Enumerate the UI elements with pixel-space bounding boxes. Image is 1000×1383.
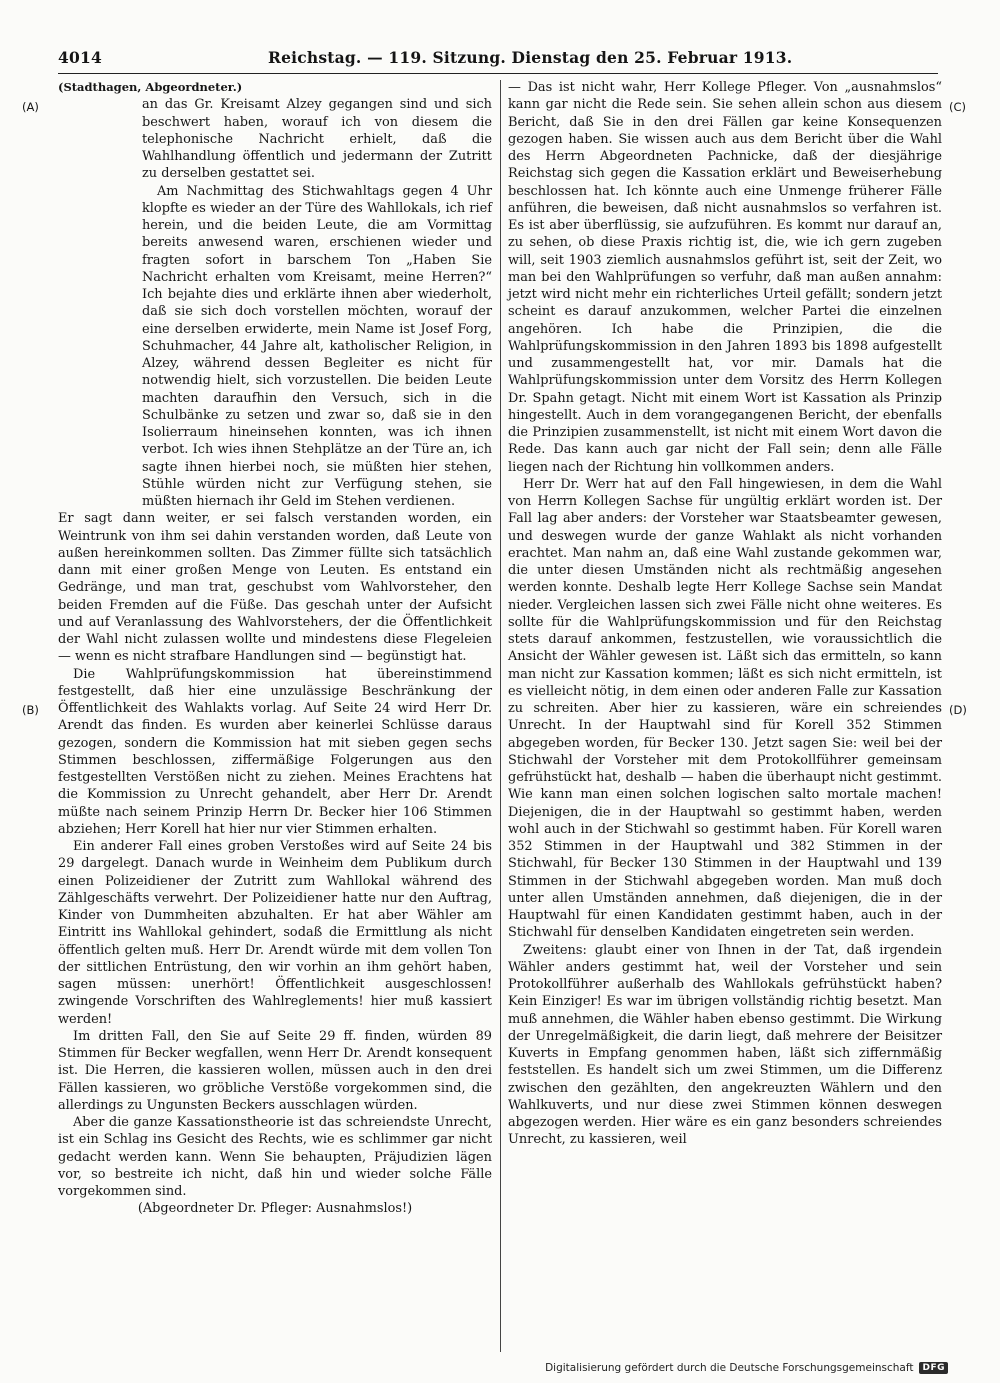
left-column: [58, 79, 492, 1218]
body-paragraph: Herr Dr. Werr hat auf den Fall hingewiesen, in dem die Wahl von Herrn Kollegen Sachse für ungültig erklärt worden ist. Der Fall lag aber anders: der Vorsteher war Staatsbeamter gewesen, und deswegen wurde der ganze Wahlakt als nicht vorhanden erachtet. Man nahm an, daß eine Wahl zustande gekommen war, die unter diesen Umständen nicht als rechtmäßig angesehen werden konnte. Deshalb legte Herr Kollege Sachse sein Mandat nieder. Vergleichen lassen sich zwei Fälle nicht ohne weiteres. Es sollte für die Wahlprüfungskommission und für den Reichstag stets darauf ankommen, festzustellen, wie voraussichtlich die Ansicht der Wähler gewesen ist. Läßt sich das ermitteln, so kann man nicht zur Kassation kommen; läßt es sich nicht ermitteln, ist es vielleicht nötig, in dem einen oder anderen Falle zur Kassation zu schreiten. Aber hier zu kassieren, wäre ein schreiendes Unrecht. In der Hauptwahl sind für Korell 352 Stimmen abgegeben worden, für Becker 130. Jetzt sagen Sie: weil bei der Stichwahl der Vorsteher mit dem Protokollführer gemeinsam gefrühstückt hat, deshalb — haben die überhaupt nicht gestimmt. Wie kann man einen solchen logischen salto mortale machen! Diejenigen, die in der Hauptwahl so gestimmt haben, werden wohl auch in der Stichwahl so gestimmt haben. Für Korell waren 352 Stimmen in der Hauptwahl und 382 Stimmen in der Stichwahl, für Becker 130 Stimmen in der Hauptwahl und 139 Stimmen in der Stichwahl abgegeben worden. Man muß doch unter allen Umständen annehmen, daß diejenigen, die in der Hauptwahl für einen Kandidaten gestimmt haben, auch in der Stichwahl für denselben Kandidaten eingetreten sein werden.: [508, 476, 942, 941]
page-number: 4014: [58, 48, 102, 67]
margin-marker-b: (B): [22, 703, 39, 717]
quoted-paragraph: an das Gr. Kreisamt Alzey gegangen sind und sich beschwert haben, worauf ich von diesem die telephonische Nachricht erhielt, daß die Wahlhandlung öffentlich und jedermann der Zutritt zu derselben gestattet sei.: [142, 97, 492, 182]
speaker-note: (Stadthagen, Abgeordneter.): [58, 80, 243, 94]
body-paragraph: Ein anderer Fall eines groben Verstoßes wird auf Seite 24 bis 29 dargelegt. Danach wurde in Weinheim dem Publikum durch einen Polizeidiener der Zutritt zum Wahllokal während des Zählgeschäfts verwehrt. Der Polizeidiener hatte nur den Auftrag, Kinder von Dummheiten abzuhalten. Er hat aber Wähler am Eintritt ins Wahllokal gehindert, sodaß die Ermittlung als nicht öffentlich gelten muß. Herr Dr. Arendt würde mit dem vollen Ton der sittlichen Entrüstung, den wir vorhin an ihm gehört haben, sagen müssen: unerhört! Öffentlichkeit ausgeschlossen! zwingende Vorschriften des Wahlreglements! hier muß kassiert werden!: [58, 839, 492, 1027]
body-paragraph: Im dritten Fall, den Sie auf Seite 29 ff. finden, würden 89 Stimmen für Becker wegfallen, wenn Herr Dr. Arendt konsequent ist. Die Herren, die kassieren wollen, müssen auch in den drei Fällen kassieren, wo gröbliche Verstöße vorgekommen sind, die allerdings zu Ungunsten Beckers ausschlagen würden.: [58, 1028, 492, 1113]
header-rule: [58, 73, 938, 74]
page-header: [58, 48, 938, 72]
quoted-paragraph: Am Nachmittag des Stichwahltags gegen 4 Uhr klopfte es wieder an der Türe des Wahllokals, ich rief herein, und die beiden Leute, die am Vormittag bereits anwesend waren, erschienen wieder und fragten sofort in barschem Ton „Haben Sie Nachricht erhalten vom Kreisamt, meine Herren?“ Ich bejahte dies und erklärte ihnen aber wiederholt, daß sie sich doch vorstellen möchten, worauf der eine derselben erwiderte, mein Name ist Josef Forg, Schuhmacher, 44 Jahre alt, katholischer Religion, in Alzey, während dessen Begleiter es nicht für notwendig hielt, sich vorzustellen. Die beiden Leute machten daraufhin den Versuch, sich in die Schulbänke zu setzen und zwar so, daß sie in den Isolierraum hineinsehen konnten, was ich ihnen verbot. Ich wies ihnen Stehplätze an der Türe an, ich sagte ihnen hierbei noch, sie müßten hier stehen, Stühle würden nicht zur Verfügung stehen, sie müßten hiernach ihr Geld im Stehen verdienen.: [142, 183, 492, 509]
margin-marker-d: (D): [949, 703, 967, 717]
footer-text: Digitalisierung gefördert durch die Deutsche Forschungsgemeinschaft: [545, 1362, 914, 1374]
dfg-logo-icon: DFG: [919, 1362, 948, 1374]
body-paragraph: Zweitens: glaubt einer von Ihnen in der Tat, daß irgendein Wähler anders gestimmt hat, weil der Vorsteher und sein Protokollführer außerhalb des Wahllokals gefrühstückt haben? Kein Einziger! Es war im übrigen vollständig richtig besetzt. Man muß annehmen, die Wähler haben ebenso gestimmt. Die Wirkung der Unregelmäßigkeit, die darin liegt, daß mehrere der Beisitzer Kuverts in Empfang genommen haben, läßt sich ziffernmäßig feststellen. Es handelt sich um zwei Stimmen, um die Differenz zwischen den gezählten, den angekreuzten Wählern und den Wahlkuverts, und nur diese zwei Stimmen können deswegen abgezogen werden. Hier wäre es ein ganz besonders schreiendes Unrecht, zu kassieren, weil: [508, 942, 942, 1148]
body-paragraph: Die Wahlprüfungskommission hat übereinstimmend festgestellt, daß hier eine unzulässige Beschränkung der Öffentlichkeit des Wahlakts vorlag. Auf Seite 24 wird Herr Dr. Arendt das finden. Es wurden aber keinerlei Schlüsse daraus gezogen, sondern die Kommission hat mit sieben gegen sechs Stimmen beschlossen, ziffermäßige Folgerungen aus den festgestellten Verstößen nicht zu ziehen. Meines Erachtens hat die Kommission zu Unrecht gehandelt, aber Herr Dr. Arendt müßte nach seinem Prinzip Herrn Dr. Becker hier 106 Stimmen abziehen; Herr Korell hat hier nur vier Stimmen erhalten.: [58, 666, 492, 837]
body-paragraph: Er sagt dann weiter, er sei falsch verstanden worden, ein Weintrunk von ihm sei dahin verstanden worden, daß Leute von außen hereinkommen sollten. Das Zimmer füllte sich tatsächlich dann mit einer großen Menge von Leuten. Es entstand ein Gedränge, und man trat, geschubst vom Wahlvorsteher, den beiden Fremden auf die Füße. Das geschah unter der Aufsicht und auf Veranlassung des Wahlvorstehers, der die Öffentlichkeit der Wahl nicht zulassen wollte und mindestens diese Flegeleien — wenn es nicht strafbare Handlungen sind — begünstigt hat.: [58, 511, 492, 665]
margin-marker-c: (C): [949, 100, 967, 114]
running-title: Reichstag. — 119. Sitzung. Dienstag den 25. Februar 1913.: [268, 48, 793, 67]
body-paragraph: — Das ist nicht wahr, Herr Kollege Pfleger. Von „ausnahmslos“ kann gar nicht die Rede sein. Sie sehen allein schon aus diesem Bericht, daß Sie in den drei Fällen gar keine Konsequenzen gezogen haben. Sie wissen auch aus dem Bericht über die Wahl des Herrn Abgeordneten Pachnicke, daß der diesjährige Reichstag sich gegen die Kassation erklärt und Beweiserhebung beschlossen hat. Ich könnte auch eine Unmenge früherer Fälle anführen, die beweisen, daß nicht ausnahmslos so verfahren ist. Es ist aber überflüssig, sie aufzuführen. Es kommt nur darauf an, zu sehen, ob diese Praxis richtig ist, die, wie ich gern zugeben will, seit 1903 ziemlich ausnahmslos geführt ist, seit der Zeit, wo man bei den Wahlprüfungen so verfuhr, daß man außen annahm: jetzt wird nicht mehr ein richterliches Urteil gefällt; sondern jetzt scheint es darauf anzukommen, welcher Partei die einzelnen angehören. Ich habe die Prinzipien, die die Wahlprüfungskommission in den Jahren 1893 bis 1898 aufgestellt und zusammengestellt hat, vor mir. Damals hat die Wahlprüfungskommission unter dem Vorsitz des Herrn Kollegen Dr. Spahn getagt. Nicht mit einem Wort ist Kassation als Prinzip hingestellt. Auch in dem vorangegangenen Bericht, der ebenfalls die Prinzipien zusammenstellt, ist nicht mit einem Wort davon die Rede. Das kann auch gar nicht der Fall sein; denn alle Fälle liegen nach der Richtung hin vollkommen anders.: [508, 80, 942, 475]
margin-marker-a: (A): [22, 100, 39, 114]
column-divider: [500, 80, 501, 1352]
body-paragraph: Aber die ganze Kassationstheorie ist das schreiendste Unrecht, ist ein Schlag ins Gesicht des Rechts, wie es schlimmer gar nicht gedacht werden kann. Wenn Sie behaupten, Präjudizien lägen vor, so bestreite ich nicht, daß hin und wieder solche Fälle vorgekommen sind.: [58, 1115, 492, 1199]
interjection: (Abgeordneter Dr. Pfleger: Ausnahmslos!): [137, 1201, 413, 1217]
footer: [545, 1359, 948, 1377]
right-column: [508, 79, 942, 1149]
quoted-block: [58, 96, 492, 510]
